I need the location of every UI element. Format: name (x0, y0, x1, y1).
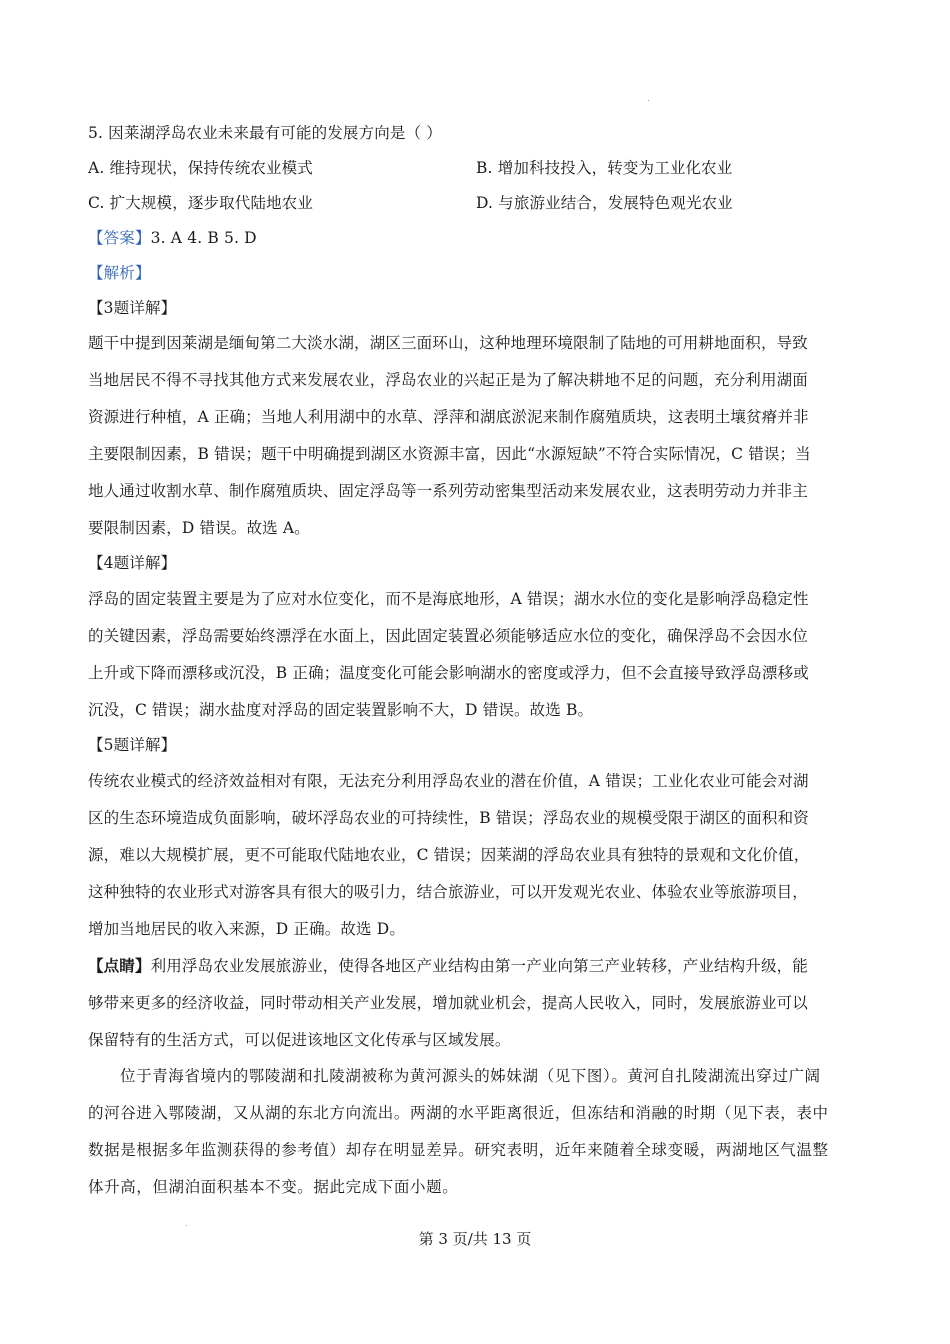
q3-line: 题干中提到因莱湖是缅甸第二大淡水湖，湖区三面环山，这种地理环境限制了陆地的可用耕地面积，导致 (88, 334, 808, 352)
speck-mark (648, 100, 649, 101)
passage-line: 体升高，但湖泊面积基本不变。据此完成下面小题。 (88, 1178, 459, 1196)
q4-line: 上升或下降而漂移或沉没，B 正确；温度变化可能会影响湖水的密度或浮力，但不会直接导致浮岛漂移或 (88, 664, 809, 682)
q3-line: 地人通过收割水草、制作腐殖质块、固定浮岛等一系列劳动密集型活动来发展农业，这表明劳动力并非主 (88, 482, 808, 500)
answer-line (88, 228, 257, 248)
q5-line: 区的生态环境造成负面影响，破坏浮岛农业的可持续性，B 错误；浮岛农业的规模受限于湖区的面积和资 (88, 809, 809, 827)
q5-heading: 【5题详解】 (88, 736, 177, 754)
q4-line: 的关键因素，浮岛需要始终漂浮在水面上，因此固定装置必须能够适应水位的变化，确保浮岛不会因水位 (88, 627, 808, 645)
q5-line: 增加当地居民的收入来源，D 正确。故选 D。 (88, 920, 406, 938)
analysis-label: 【解析】 (88, 264, 151, 282)
q5-line: 传统农业模式的经济效益相对有限，无法充分利用浮岛农业的潜在价值，A 错误；工业化农业可能会对湖 (88, 772, 809, 790)
q3-line: 要限制因素，D 错误。故选 A。 (88, 519, 310, 537)
option-b: B. 增加科技投入，转变为工业化农业 (476, 159, 733, 177)
q5-line: 这种独特的农业形式对游客具有很大的吸引力，结合旅游业，可以开发观光农业、体验农业等旅游项目， (88, 883, 808, 901)
q3-line: 主要限制因素，B 错误；题干中明确提到湖区水资源丰富，因此“水源短缺”不符合实际情况，C 错误；当 (88, 445, 811, 463)
dianjing-line: 够带来更多的经济收益，同时带动相关产业发展，增加就业机会，提高人民收入，同时，发展旅游业可以 (88, 994, 808, 1012)
dianjing-label: 【点睛】 (88, 956, 151, 975)
q3-heading: 【3题详解】 (88, 299, 177, 317)
q4-line: 沉没，C 错误；湖水盐度对浮岛的固定装置影响不大，D 错误。故选 B。 (88, 701, 594, 719)
answer-label: 【答案】 (88, 229, 151, 247)
passage-line: 位于青海省境内的鄂陵湖和扎陵湖被称为黄河源头的姊妹湖（见下图）。黄河自扎陵湖流出穿过广阔 (120, 1067, 821, 1085)
q5-line: 源，难以大规模扩展，更不可能取代陆地农业，C 错误；因莱湖的浮岛农业具有独特的景观和文化价值， (88, 846, 810, 864)
q4-line: 浮岛的固定装置主要是为了应对水位变化，而不是海底地形，A 错误；湖水水位的变化是影响浮岛稳定性 (88, 590, 809, 608)
speck-mark (186, 1225, 187, 1226)
q3-line: 当地居民不得不寻找其他方式来发展农业，浮岛农业的兴起正是为了解决耕地不足的问题，充分利用湖面 (88, 371, 808, 389)
passage-line: 的河谷进入鄂陵湖，又从湖的东北方向流出。两湖的水平距离很近，但冻结和消融的时期（见下表，表中 (88, 1104, 829, 1122)
q3-line: 资源进行种植，A 正确；当地人利用湖中的水草、浮萍和湖底淤泥来制作腐殖质块，这表明土壤贫瘠并非 (88, 408, 809, 426)
passage-line: 数据是根据多年监测获得的参考值）却存在明显差异。研究表明，近年来随着全球变暖，两湖地区气温整 (88, 1141, 829, 1159)
dianjing-text: 利用浮岛农业发展旅游业，使得各地区产业结构由第一产业向第三产业转移，产业结构升级，能 (150, 957, 808, 975)
option-a: A. 维持现状，保持传统农业模式 (88, 159, 313, 177)
page-footer: 第 3 页/共 13 页 (418, 1230, 532, 1248)
question-5-stem: 5. 因莱湖浮岛农业未来最有可能的发展方向是（ ） (88, 124, 442, 142)
answer-text: 3. A 4. B 5. D (150, 229, 257, 247)
option-d: D. 与旅游业结合，发展特色观光农业 (476, 194, 733, 212)
dianjing-line (88, 956, 808, 976)
q4-heading: 【4题详解】 (88, 554, 177, 572)
option-c: C. 扩大规模，逐步取代陆地农业 (88, 194, 314, 212)
dianjing-line: 保留特有的生活方式，可以促进该地区文化传承与区域发展。 (88, 1031, 511, 1049)
